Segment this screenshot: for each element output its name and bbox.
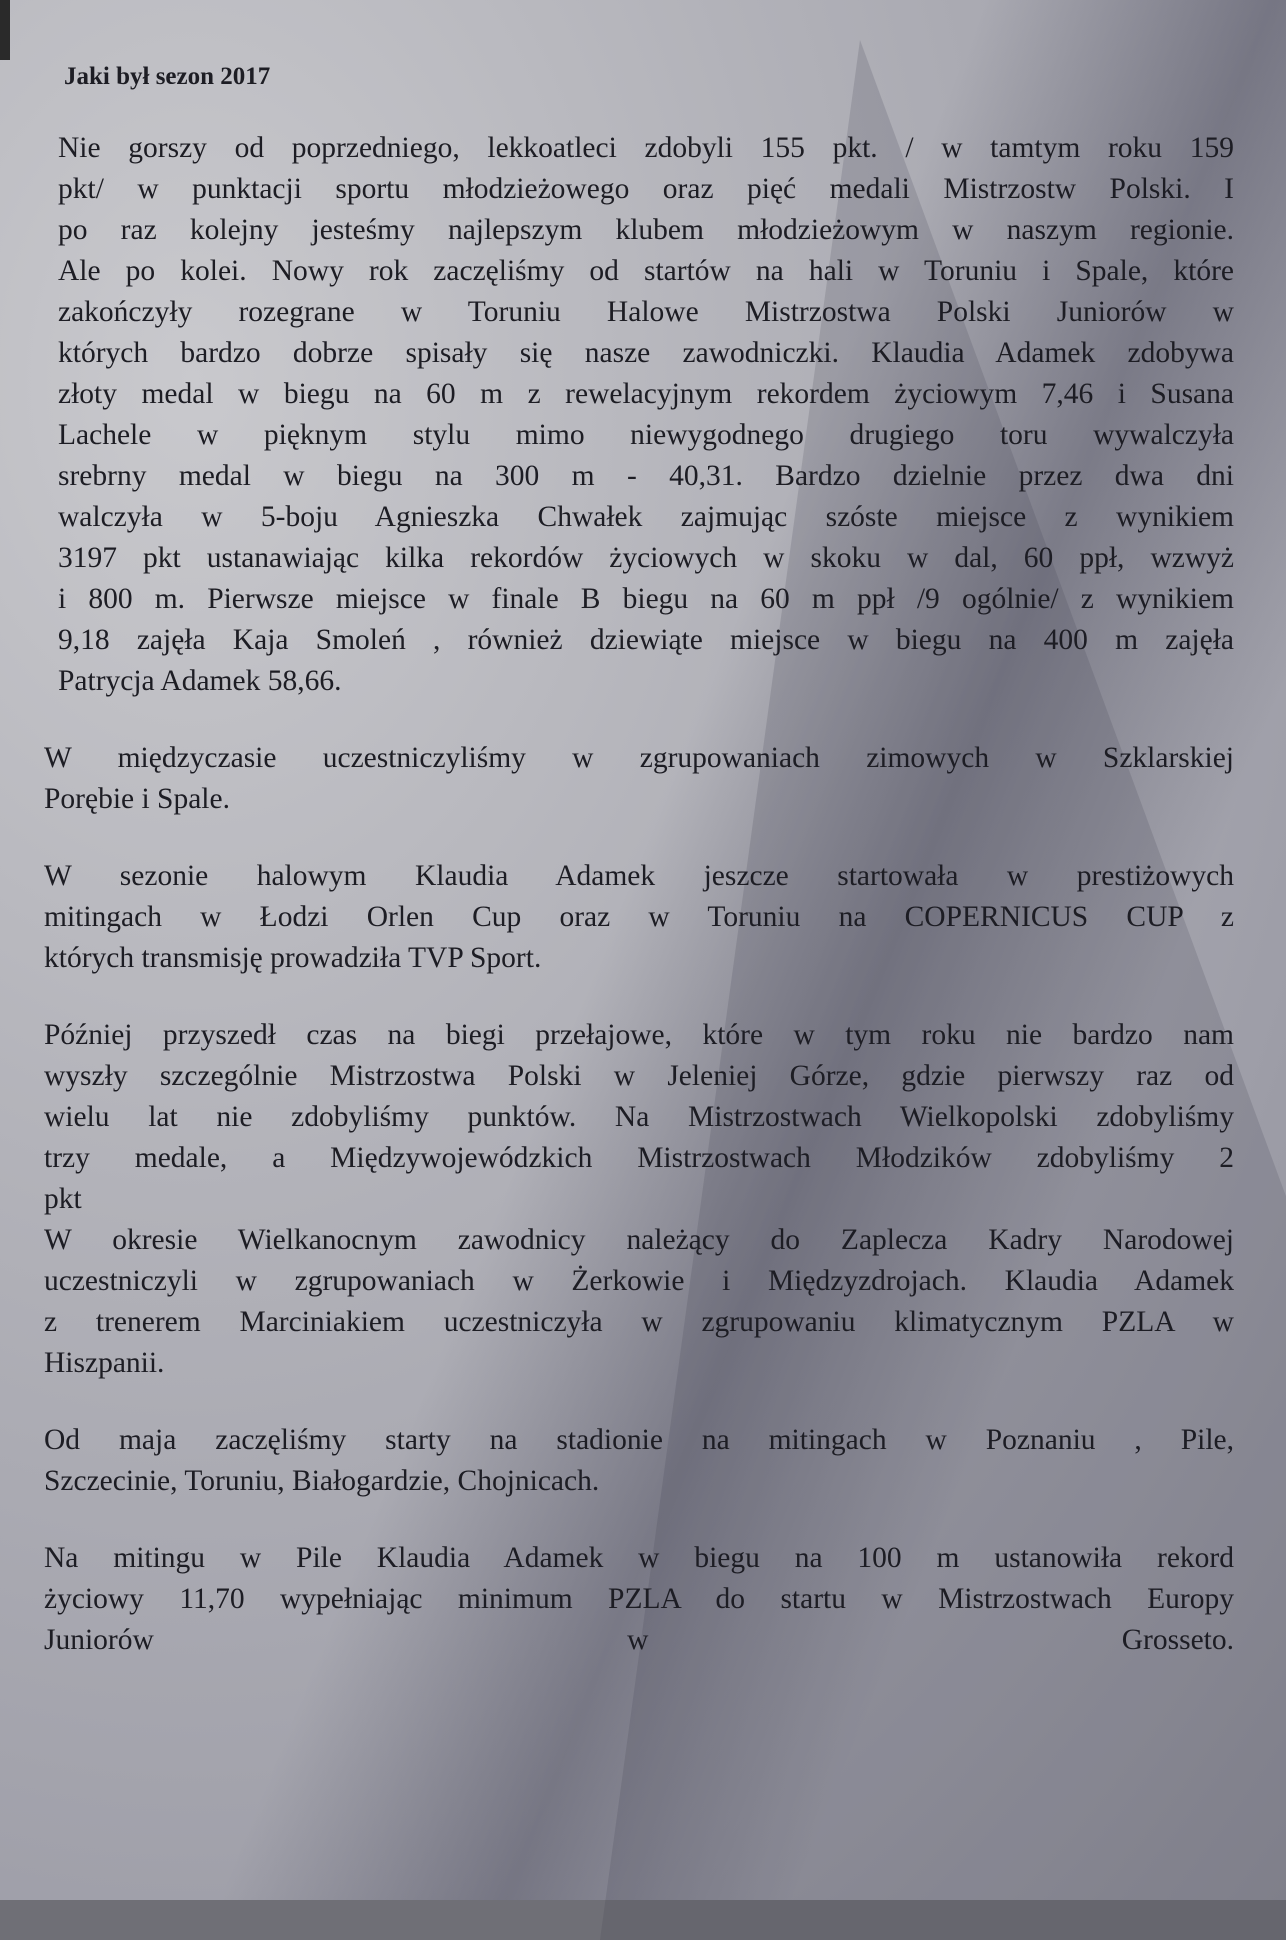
text-line: z trenerem Marciniakiem uczestniczyła w zgrupowaniu klimatycznym PZLA w (44, 1306, 1234, 1338)
paragraph-5 (44, 1220, 1234, 1384)
text-line: Nie gorszy od poprzedniego, lekkoatleci zdobyli 155 pkt. / w tamtym roku 159 (58, 132, 1234, 164)
paragraph-7 (44, 1538, 1234, 1661)
text-line: srebrny medal w biegu na 300 m - 40,31. Bardzo dzielnie przez dwa dni (58, 460, 1234, 492)
text-line: wielu lat nie zdobyliśmy punktów. Na Mistrzostwach Wielkopolski zdobyliśmy (44, 1101, 1234, 1133)
text-line: i 800 m. Pierwsze miejsce w finale B biegu na 60 m ppł /9 ogólnie/ z wynikiem (58, 583, 1234, 615)
paragraph-4 (44, 1015, 1234, 1220)
text-line: mitingach w Łodzi Orlen Cup oraz w Toruniu na COPERNICUS CUP z (44, 901, 1234, 933)
text-line: pkt (44, 1183, 82, 1215)
text-line: Na mitingu w Pile Klaudia Adamek w biegu na 100 m ustanowiła rekord (44, 1542, 1234, 1574)
text-line: W sezonie halowym Klaudia Adamek jeszcze startowała w prestiżowych (44, 860, 1234, 892)
text-line: złoty medal w biegu na 60 m z rewelacyjnym rekordem życiowym 7,46 i Susana (58, 378, 1234, 410)
text-line: Później przyszedł czas na biegi przełajowe, które w tym roku nie bardzo nam (44, 1019, 1234, 1051)
text-line: Lachele w pięknym stylu mimo niewygodnego drugiego toru wywalczyła (58, 419, 1234, 451)
document-title: Jaki był sezon 2017 (64, 63, 271, 90)
paragraph-1 (44, 128, 1234, 702)
text-line: których bardzo dobrze spisały się nasze zawodniczki. Klaudia Adamek zdobywa (58, 337, 1234, 369)
text-line: życiowy 11,70 wypełniając minimum PZLA do startu w Mistrzostwach Europy (44, 1583, 1234, 1615)
text-line: 9,18 zajęła Kaja Smoleń , również dziewiąte miejsce w biegu na 400 m zajęła (58, 624, 1234, 656)
text-line: których transmisję prowadziła TVP Sport. (44, 942, 542, 974)
text-line: po raz kolejny jesteśmy najlepszym klubem młodzieżowym w naszym regionie. (58, 214, 1234, 246)
text-line: trzy medale, a Międzywojewódzkich Mistrzostwach Młodzików zdobyliśmy 2 (44, 1142, 1234, 1174)
text-line: Od maja zaczęliśmy starty na stadionie na mitingach w Poznaniu , Pile, (44, 1424, 1234, 1456)
paragraph-2 (44, 738, 1234, 820)
text-line: pkt/ w punktacji sportu młodzieżowego oraz pięć medali Mistrzostw Polski. I (58, 173, 1234, 205)
paragraph-3 (44, 856, 1234, 979)
text-line: uczestniczyli w zgrupowaniach w Żerkowie i Międzyzdrojach. Klaudia Adamek (44, 1265, 1234, 1297)
text-line: wyszły szczególnie Mistrzostwa Polski w Jeleniej Górze, gdzie pierwszy raz od (44, 1060, 1234, 1092)
text-line: Juniorów w Grosseto. (44, 1624, 1234, 1656)
document-body (44, 62, 1234, 1697)
text-line: Ale po kolei. Nowy rok zaczęliśmy od startów na hali w Toruniu i Spale, które (58, 255, 1234, 287)
page-edge (0, 0, 10, 60)
text-line: zakończyły rozegrane w Toruniu Halowe Mistrzostwa Polski Juniorów w (58, 296, 1234, 328)
text-line: Hiszpanii. (44, 1347, 165, 1379)
text-line: 3197 pkt ustanawiając kilka rekordów życiowych w skoku w dal, 60 ppł, wzwyż (58, 542, 1234, 574)
paragraph-6 (44, 1420, 1234, 1502)
text-line: Porębie i Spale. (44, 783, 230, 815)
text-line: Patrycja Adamek 58,66. (58, 665, 342, 697)
text-line: walczyła w 5-boju Agnieszka Chwałek zajmując szóste miejsce z wynikiem (58, 501, 1234, 533)
text-line: W międzyczasie uczestniczyliśmy w zgrupowaniach zimowych w Szklarskiej (44, 742, 1234, 774)
text-line: Szczecinie, Toruniu, Białogardzie, Chojnicach. (44, 1465, 600, 1497)
text-line: W okresie Wielkanocnym zawodnicy należący do Zaplecza Kadry Narodowej (44, 1224, 1234, 1256)
